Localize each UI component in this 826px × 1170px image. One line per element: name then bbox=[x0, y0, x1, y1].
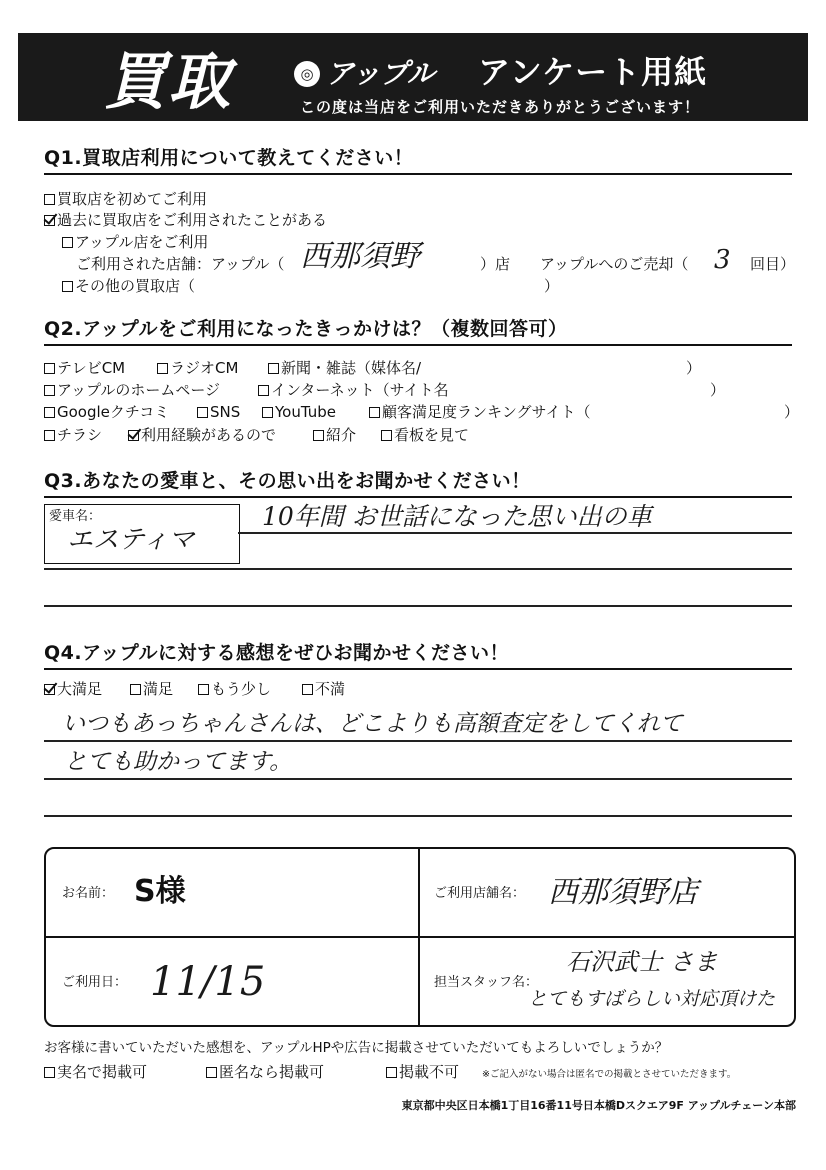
q2-internet-close: ） bbox=[710, 381, 726, 399]
checkbox[interactable] bbox=[258, 385, 269, 396]
checkbox[interactable] bbox=[369, 407, 380, 418]
q4-line-1 bbox=[44, 740, 792, 742]
q2-title: Q2.アップルをご利用になったきっかけは？（複数回答可） bbox=[44, 318, 568, 340]
car-name-label: 愛車名： bbox=[49, 509, 102, 524]
date-value[interactable]: 11/15 bbox=[150, 959, 266, 1005]
info-divider-horizontal bbox=[46, 936, 794, 938]
checkbox[interactable] bbox=[268, 363, 279, 374]
q1-store-value[interactable]: 西那須野 bbox=[300, 239, 420, 274]
checkbox[interactable] bbox=[62, 281, 73, 292]
customer-info-box bbox=[44, 847, 796, 1027]
q4-option-satisfied[interactable]: 満足 bbox=[130, 680, 173, 699]
name-value[interactable]: S様 bbox=[134, 874, 186, 909]
q4-comment-line1[interactable]: いつもあっちゃんさんは、どこよりも高額査定をしてくれて bbox=[62, 711, 683, 737]
publish-option-anon[interactable]: 匿名なら掲載可 bbox=[206, 1063, 324, 1082]
publish-option-no[interactable]: 掲載不可 bbox=[386, 1063, 459, 1082]
header-title: アンケート用紙 bbox=[478, 53, 708, 91]
checkbox[interactable] bbox=[313, 430, 324, 441]
q2-option-experience[interactable]: 利用経験があるので bbox=[128, 426, 276, 445]
checkbox[interactable] bbox=[206, 1067, 217, 1078]
q4-title: Q4.アップルに対する感想をぜひお聞かせください！ bbox=[44, 642, 510, 664]
q3-line-3 bbox=[44, 605, 792, 607]
publish-question: お客様に書いていただいた感想を、アップルHPや広告に掲載させていただいてもよろしいでしょうか？ bbox=[44, 1040, 669, 1056]
header-kaitori: 買取 bbox=[104, 45, 233, 118]
q1-title: Q1.買取店利用について教えてください！ bbox=[44, 147, 414, 169]
q2-option-newspaper[interactable]: 新聞・雑誌（媒体名/ bbox=[268, 359, 421, 378]
q1-option-apple[interactable]: アップル店をご利用 bbox=[62, 233, 208, 252]
checkbox[interactable] bbox=[130, 684, 141, 695]
q2-option-sns[interactable]: SNS bbox=[197, 403, 240, 422]
q2-rule bbox=[44, 344, 792, 346]
q2-option-internet[interactable]: インターネット（サイト名 bbox=[258, 381, 449, 400]
q3-line-1 bbox=[238, 532, 792, 534]
q2-option-ranking[interactable]: 顧客満足度ランキングサイト（ bbox=[369, 403, 591, 422]
q2-newspaper-close: ） bbox=[686, 359, 702, 377]
q3-title: Q3.あなたの愛車と、その思い出をお聞かせください！ bbox=[44, 470, 531, 492]
publish-option-real[interactable]: 実名で掲載可 bbox=[44, 1063, 147, 1082]
checkbox[interactable] bbox=[44, 363, 55, 374]
q2-option-tvcm[interactable]: テレビCM bbox=[44, 359, 125, 378]
date-label: ご利用日： bbox=[62, 975, 128, 990]
q2-option-radiocm[interactable]: ラジオCM bbox=[157, 359, 238, 378]
q3-memory-text[interactable]: 10年間 お世話になった思い出の車 bbox=[262, 502, 652, 531]
staff-note[interactable]: とてもすばらしい対応頂けた bbox=[528, 988, 776, 1010]
checkbox-checked[interactable] bbox=[128, 430, 139, 441]
q1-rule bbox=[44, 173, 792, 175]
q2-option-homepage[interactable]: アップルのホームページ bbox=[44, 381, 220, 400]
header-brand: アップル bbox=[326, 57, 435, 90]
checkbox-checked[interactable] bbox=[44, 684, 55, 695]
checkbox[interactable] bbox=[44, 430, 55, 441]
store-name-label: ご利用店舗名： bbox=[434, 886, 526, 901]
q4-comment-line2[interactable]: とても助かってます。 bbox=[64, 749, 293, 775]
q1-store-suffix: ）店 bbox=[480, 255, 511, 273]
q4-line-3 bbox=[44, 815, 792, 817]
checkbox[interactable] bbox=[44, 407, 55, 418]
checkbox[interactable] bbox=[157, 363, 168, 374]
q2-option-flyer[interactable]: チラシ bbox=[44, 426, 102, 445]
q1-option-other[interactable]: その他の買取店（ bbox=[62, 277, 195, 296]
staff-value[interactable]: 石沢武士 さま bbox=[566, 948, 718, 976]
checkbox[interactable] bbox=[44, 385, 55, 396]
q4-option-very-satisfied[interactable]: 大満足 bbox=[44, 680, 102, 699]
checkbox[interactable] bbox=[62, 237, 73, 248]
q1-option-first[interactable]: 買取店を初めてご利用 bbox=[44, 190, 207, 209]
q1-count-suffix: 回目） bbox=[750, 255, 796, 273]
q1-option-past[interactable]: 過去に買取店をご利用されたことがある bbox=[44, 211, 327, 230]
checkbox[interactable] bbox=[262, 407, 273, 418]
checkbox[interactable] bbox=[198, 684, 209, 695]
q1-other-close: ） bbox=[544, 277, 560, 295]
q2-option-google[interactable]: Googleクチコミ bbox=[44, 403, 169, 422]
q2-option-youtube[interactable]: YouTube bbox=[262, 403, 336, 422]
apple-logo-icon: ◎ bbox=[294, 61, 320, 87]
checkbox[interactable] bbox=[197, 407, 208, 418]
publish-note: ※ご記入がない場合は匿名での掲載とさせていただきます。 bbox=[482, 1069, 737, 1080]
q3-line-2 bbox=[44, 568, 792, 570]
staff-label: 担当スタッフ名： bbox=[434, 975, 539, 990]
car-name-value: エスティマ bbox=[67, 525, 195, 555]
q4-line-2 bbox=[44, 778, 792, 780]
car-name-box[interactable] bbox=[44, 504, 240, 564]
checkbox[interactable] bbox=[302, 684, 313, 695]
q2-ranking-close: ） bbox=[784, 403, 800, 421]
q4-rule bbox=[44, 668, 792, 670]
header-subtitle: この度は当店をご利用いただきありがとうございます！ bbox=[300, 98, 701, 116]
checkbox[interactable] bbox=[386, 1067, 397, 1078]
q2-option-referral[interactable]: 紹介 bbox=[313, 426, 356, 445]
checkbox[interactable] bbox=[44, 194, 55, 205]
q2-option-signboard[interactable]: 看板を見て bbox=[381, 426, 469, 445]
q1-store-label: ご利用された店舗：アップル（ bbox=[76, 255, 285, 273]
q4-option-unsatisfied[interactable]: 不満 bbox=[302, 680, 345, 699]
q1-count-label: アップルへのご売却（ bbox=[540, 255, 689, 273]
header-banner bbox=[18, 33, 808, 121]
q1-count-value[interactable]: 3 bbox=[714, 245, 731, 275]
company-address: 東京都中央区日本橋1丁目16番11号日本橋Dスクエア9F アップルチェーン本部 bbox=[401, 1099, 796, 1112]
checkbox[interactable] bbox=[44, 1067, 55, 1078]
store-name-value[interactable]: 西那須野店 bbox=[548, 875, 698, 910]
q3-rule bbox=[44, 496, 792, 498]
name-label: お名前： bbox=[62, 886, 115, 901]
checkbox-checked[interactable] bbox=[44, 215, 55, 226]
checkbox[interactable] bbox=[381, 430, 392, 441]
q4-option-somewhat[interactable]: もう少し bbox=[198, 680, 271, 699]
